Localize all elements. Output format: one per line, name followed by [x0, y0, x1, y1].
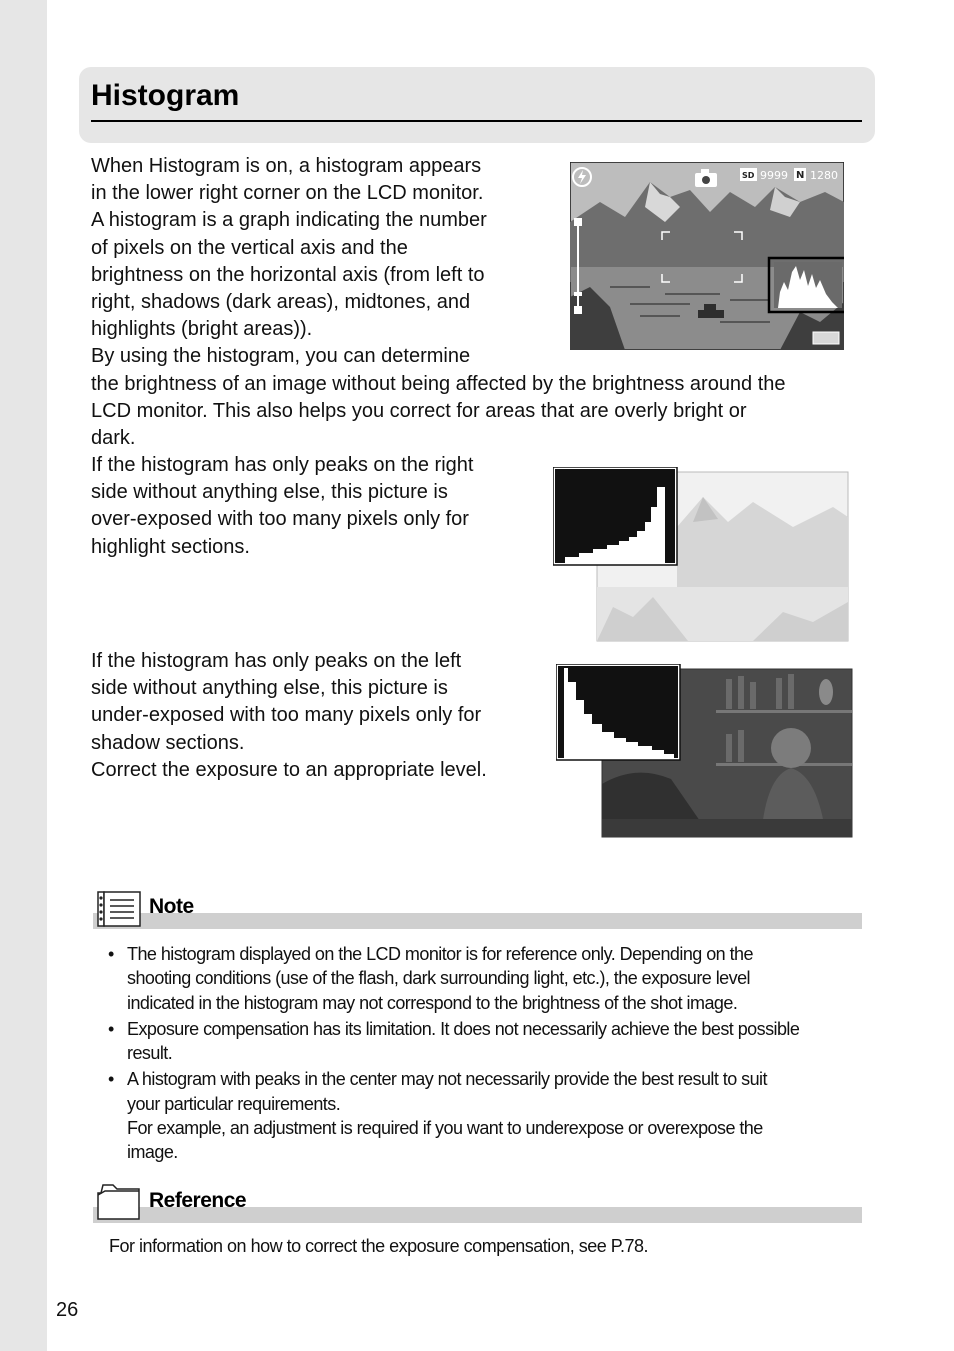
page-number: 26 [56, 1299, 79, 1321]
note-line: result. [127, 1043, 173, 1064]
note-line: A histogram with peaks in the center may not necessarily provide the best result to suit [127, 1069, 767, 1090]
overexposed-illustration [553, 467, 849, 642]
intro-line: the brightness of an image without being affected by the brightness around the [91, 372, 786, 395]
underexposed-histogram [556, 664, 680, 760]
sd-card-label: SD [742, 171, 755, 180]
bullet-icon: • [108, 1069, 114, 1090]
quality-badge-icon [794, 168, 806, 181]
note-line: Exposure compensation has its limitation. It does not necessarily achieve the best possible [127, 1018, 800, 1039]
page-title: Histogram [91, 79, 240, 112]
overexposed-paragraph [91, 452, 473, 561]
reference-heading: Reference [149, 1189, 247, 1212]
mini-histogram-icon [769, 258, 844, 312]
bullet-icon: • [108, 1018, 114, 1039]
overexposed-histogram [553, 467, 677, 565]
image-size: 1280 [810, 169, 838, 182]
title-underline [91, 120, 862, 122]
intro-line: dark. [91, 427, 136, 450]
battery-icon [813, 332, 839, 344]
intro-line: brightness on the horizontal axis (from left to [91, 263, 485, 286]
overexposed-line: highlight sections. [91, 535, 250, 558]
underexposed-line: side without anything else, this picture is [91, 677, 448, 700]
overexposed-line: If the histogram has only peaks on the right [91, 454, 474, 476]
sd-card-icon [740, 168, 757, 181]
intro-line: highlights (bright areas)). [91, 318, 313, 341]
shots-remaining: 9999 [760, 169, 788, 182]
note-line: shooting conditions (use of the flash, dark surrounding light, etc.), the exposure level [127, 968, 750, 989]
intro-line: of pixels on the vertical axis and the [91, 236, 408, 259]
note-item [108, 1067, 868, 1164]
note-line: The histogram displayed on the LCD monitor is for reference only. Depending on the [127, 944, 753, 964]
note-line: indicated in the histogram may not correspond to the brightness of the shot image. [127, 992, 738, 1013]
note-heading: Note [149, 895, 194, 918]
quality-badge-label: N [796, 170, 805, 181]
note-line: image. [127, 1142, 178, 1163]
underexposed-illustration [556, 664, 854, 838]
bullet-icon: • [108, 944, 114, 964]
underexposed-line: If the histogram has only peaks on the left [91, 650, 462, 672]
underexposed-line: Correct the exposure to an appropriate level. [91, 758, 487, 781]
note-list [108, 942, 868, 1167]
note-icon [93, 888, 143, 930]
underexposed-line: shadow sections. [91, 731, 245, 754]
side-margin-strip [0, 0, 47, 1351]
overexposed-line: side without anything else, this picture is [91, 481, 448, 504]
note-line: For example, an adjustment is required if you want to underexpose or overexpose the [127, 1118, 763, 1139]
intro-line: When Histogram is on, a histogram appears [91, 155, 482, 177]
intro-line: in the lower right corner on the LCD monitor. [91, 182, 484, 205]
overexposed-line: over-exposed with too many pixels only for [91, 508, 469, 531]
intro-line: By using the histogram, you can determine [91, 345, 471, 368]
note-item [108, 1017, 868, 1066]
intro-line: LCD monitor. This also helps you correct for areas that are overly bright or [91, 399, 747, 422]
title-panel [79, 67, 875, 143]
reference-text: For information on how to correct the exposure compensation, see P.78. [109, 1236, 648, 1256]
intro-line: A histogram is a graph indicating the number [91, 209, 487, 232]
note-header-bar [93, 913, 862, 929]
note-line: your particular requirements. [127, 1093, 341, 1114]
underexposed-line: under-exposed with too many pixels only for [91, 704, 482, 727]
intro-line: right, shadows (dark areas), midtones, and [91, 291, 471, 314]
lcd-monitor-illustration [570, 162, 844, 350]
folder-icon [95, 1181, 143, 1223]
underexposed-paragraph [91, 648, 487, 784]
note-item [108, 942, 868, 1015]
